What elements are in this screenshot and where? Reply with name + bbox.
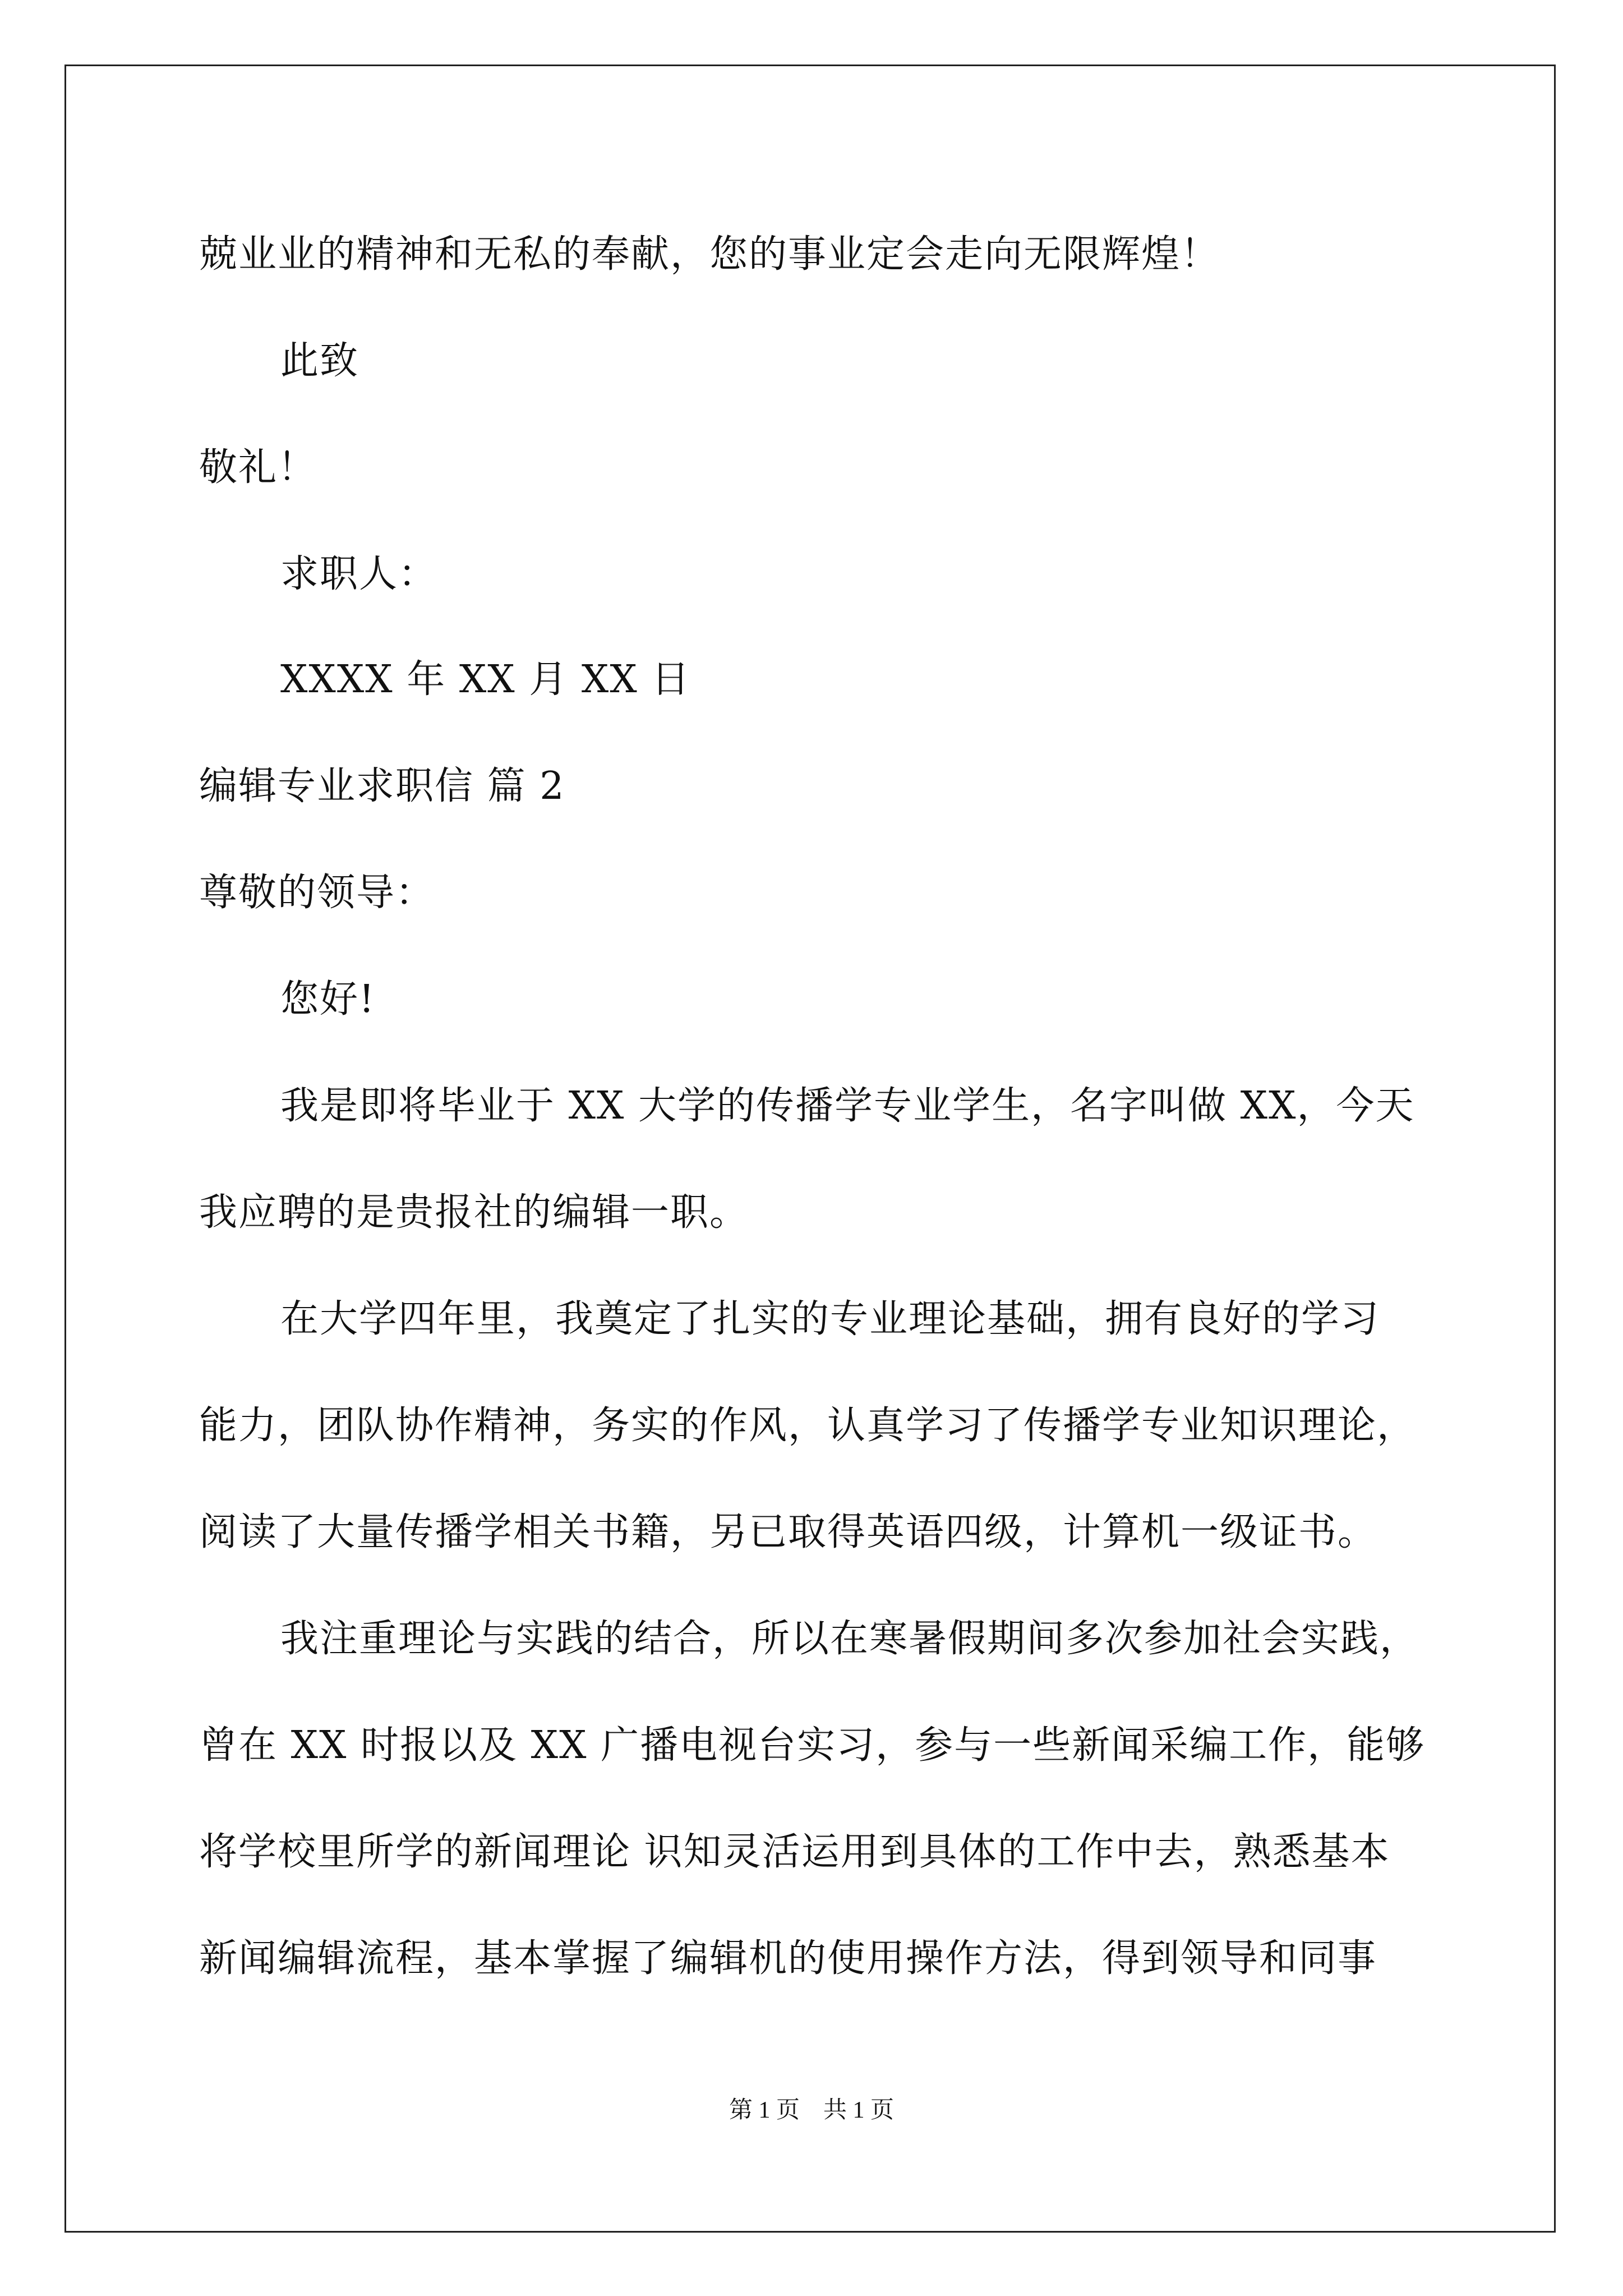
- section-heading: 编辑专业求职信 篇 2: [199, 764, 565, 808]
- text-line-salutation-cizhi: 此致: [280, 339, 359, 383]
- paragraph-2-line-1: 在大学四年里，我奠定了扎实的专业理论基础，拥有良好的学习: [280, 1297, 1380, 1341]
- text-line-hello: 您好!: [280, 977, 376, 1022]
- paragraph-3-line-4: 新闻编辑流程，基本掌握了编辑机的使用操作方法，得到领导和同事: [199, 1936, 1377, 1981]
- paragraph-3-line-3: 将学校里所学的新闻理论 识知灵活运用到具体的工作中去，熟悉基本: [199, 1830, 1390, 1874]
- text-line-applicant: 求职人：: [280, 552, 438, 596]
- paragraph-2-line-2: 能力，团队协作精神，务实的作风，认真学习了传播学专业知识理论，: [199, 1404, 1417, 1448]
- paragraph-3-line-1: 我注重理论与实践的结合，所以在寒暑假期间多次参加社会实践，: [280, 1617, 1419, 1661]
- text-line-closing: 兢业业的精神和无私的奉献，您的事业定会走向无限辉煌！: [199, 232, 1220, 277]
- paragraph-1-line-2: 我应聘的是贵报社的编辑一职。: [199, 1190, 749, 1235]
- text-line-date: XXXX 年 XX 月 XX 日: [280, 657, 691, 702]
- paragraph-3-line-2: 曾在 XX 时报以及 XX 广播电视台实习，参与一些新闻采编工作，能够: [199, 1723, 1426, 1768]
- paragraph-2-line-3: 阅读了大量传播学相关书籍，另已取得英语四级，计算机一级证书。: [199, 1510, 1377, 1554]
- text-line-jingli: 敬礼！: [199, 445, 317, 490]
- page-border: [64, 65, 1556, 2233]
- paragraph-1-line-1: 我是即将毕业于 XX 大学的传播学专业学生，名字叫做 XX，今天: [280, 1084, 1415, 1128]
- page-number-footer: 第 1 页 共 1 页: [728, 2097, 894, 2123]
- text-line-greeting: 尊敬的领导：: [199, 871, 435, 915]
